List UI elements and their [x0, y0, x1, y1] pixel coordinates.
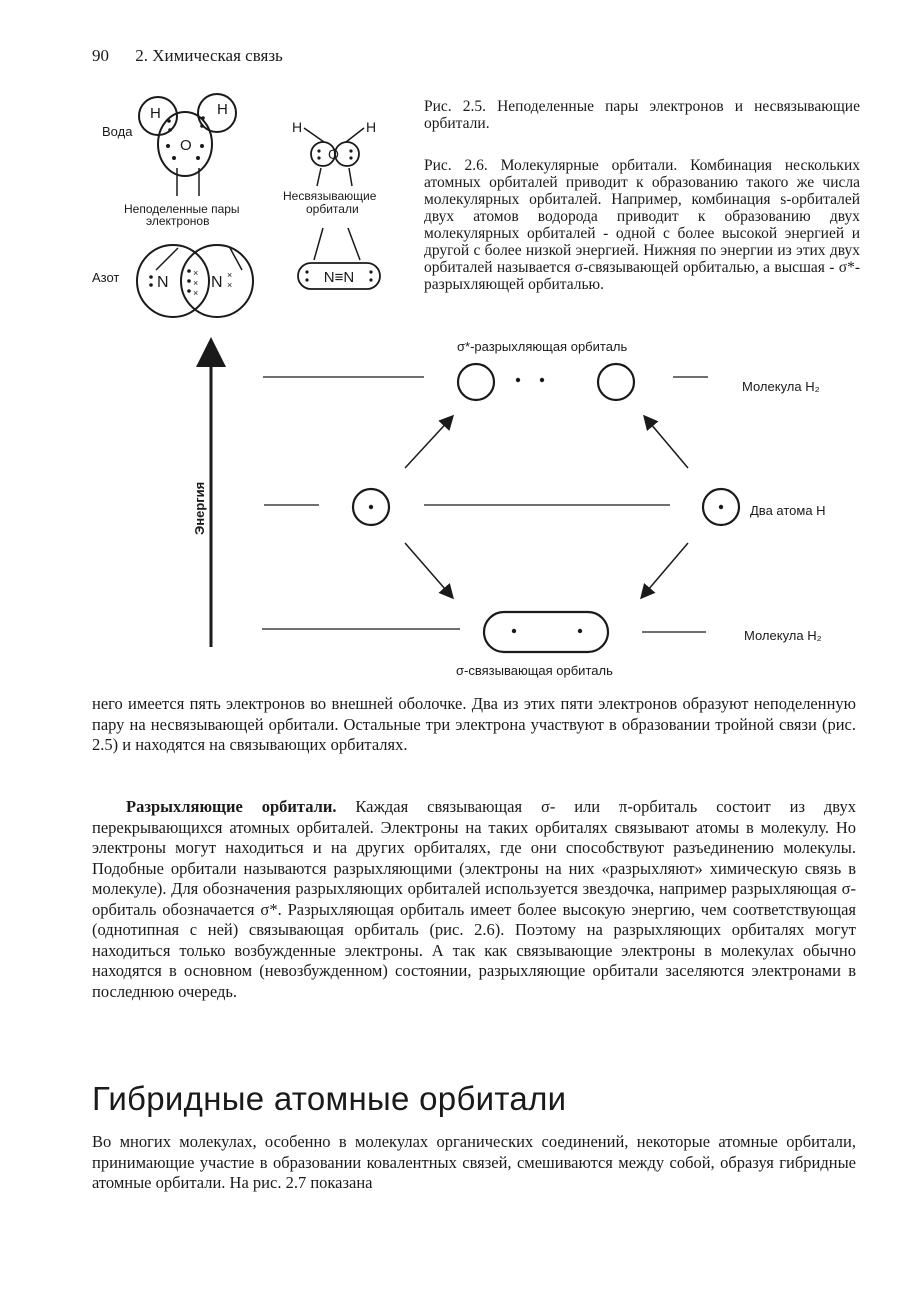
- molecule-bottom-label: Молекула H₂: [744, 628, 822, 643]
- water-o: O: [180, 137, 192, 154]
- energy-label: Энергия: [192, 481, 207, 535]
- bonding-label: σ-связывающая орбиталь: [456, 663, 613, 678]
- paragraph-2-heading: Разрыхляющие орбитали.: [126, 797, 337, 816]
- molecule-top-label: Молекула H₂: [742, 379, 820, 394]
- nitrogen-label: Азот: [92, 270, 120, 285]
- chapter-title: 2. Химическая связь: [135, 46, 283, 65]
- antibonding-label: σ*-разрыхляющая орбиталь: [457, 339, 628, 354]
- paragraph-3: Во многих молекулах, особенно в молекулах органических соединений, некоторые атомные орбитали, принимающие участие в образовании ковалентных связей, смешиваются между собой, образуя гибридные атомные орбитали. На рис. 2.7 показана: [92, 1132, 856, 1192]
- nonbonding-label-2: орбитали: [306, 202, 359, 216]
- nitrogen-n-right: N: [211, 274, 223, 291]
- struct-h-left: H: [292, 119, 303, 135]
- antibonding-orbital-left: [458, 364, 494, 400]
- section-title: Гибридные атомные орбитали: [92, 1080, 567, 1117]
- lone-pairs-label-1: Неподеленные пары: [124, 202, 240, 216]
- fig25-caption: Рис. 2.5. Неподеленные пары электронов и несвязывающие орбитали.: [424, 98, 860, 132]
- n2-formula: N≡N: [323, 269, 355, 286]
- struct-h-right: H: [366, 119, 377, 135]
- svg-text:×: ×: [193, 268, 199, 278]
- paragraph-1: него имеется пять электронов во внешней оболочке. Два из этих пяти электронов образуют неподеленную пару на несвязывающей орбитали. Остальные три электрона участвуют в образовании тройной связи (рис. 2.5) и находятся на связывающих орбиталях.: [92, 694, 856, 754]
- page-header: [92, 46, 283, 66]
- fig26-caption: Рис. 2.6. Молекулярные орбитали. Комбинация нескольких атомных орбиталей приводит к образованию такого же числа молекулярных орбиталей. Например, комбинация s-орбиталей двух атомов водорода приводит к образованию двух молекулярных орбиталей - одной с более высокой энергией и другой с более низкой энергией. Нижняя по энергии из этих двух орбиталей называется σ-связывающей орбиталью, а высшая - σ*-разрыхляющей орбиталью.: [424, 157, 860, 293]
- lone-pairs-label-2: электронов: [146, 214, 210, 228]
- figure-2-5: [90, 88, 410, 320]
- struct-o: O: [328, 146, 339, 162]
- svg-text:×: ×: [193, 288, 199, 298]
- page-number: 90: [92, 46, 109, 65]
- svg-text:×: ×: [193, 278, 199, 288]
- nonbonding-label-1: Несвязывающие: [283, 189, 377, 203]
- bonding-orbital: [484, 612, 608, 652]
- svg-text:×: ×: [227, 280, 233, 290]
- paragraph-2: [92, 797, 856, 1002]
- paragraph-2-text: Каждая связывающая σ- или π-орбиталь состоит из двух перекрывающихся атомных орбиталей. Электроны на таких орбиталях связывают атомы в молекулу. Но электроны могут находиться и на других орбиталях, где они способствуют разъединению молекулы. Подобные орбитали называются разрыхляющими (электроны на них «разрыхляют» химическую связь в молекуле). Для обозначения разрыхляющих орбиталей используется звездочка, например разрыхляющая σ-орбиталь обозначается σ*. Разрыхляющая орбиталь имеет более высокую энергию, чем соответствующая (однотипная с ней) связывающая орбиталь (рис. 2.6). Поэтому на разрыхляющих орбиталях могут находиться только возбужденные электроны. А так как связывающие электроны в молекулах обычно находятся в основном (невозбужденном) состоянии, разрыхляющие орбитали заселяются электронами в последнюю очередь.: [92, 797, 856, 1001]
- two-atoms-label: Два атома H: [750, 503, 826, 518]
- water-h-right: H: [217, 101, 228, 118]
- nitrogen-n-left: N: [157, 274, 169, 291]
- svg-text:×: ×: [227, 270, 233, 280]
- antibonding-orbital-right: [598, 364, 634, 400]
- water-h-left: H: [150, 105, 161, 122]
- water-label: Вода: [102, 124, 133, 139]
- figure-2-6: [180, 335, 880, 685]
